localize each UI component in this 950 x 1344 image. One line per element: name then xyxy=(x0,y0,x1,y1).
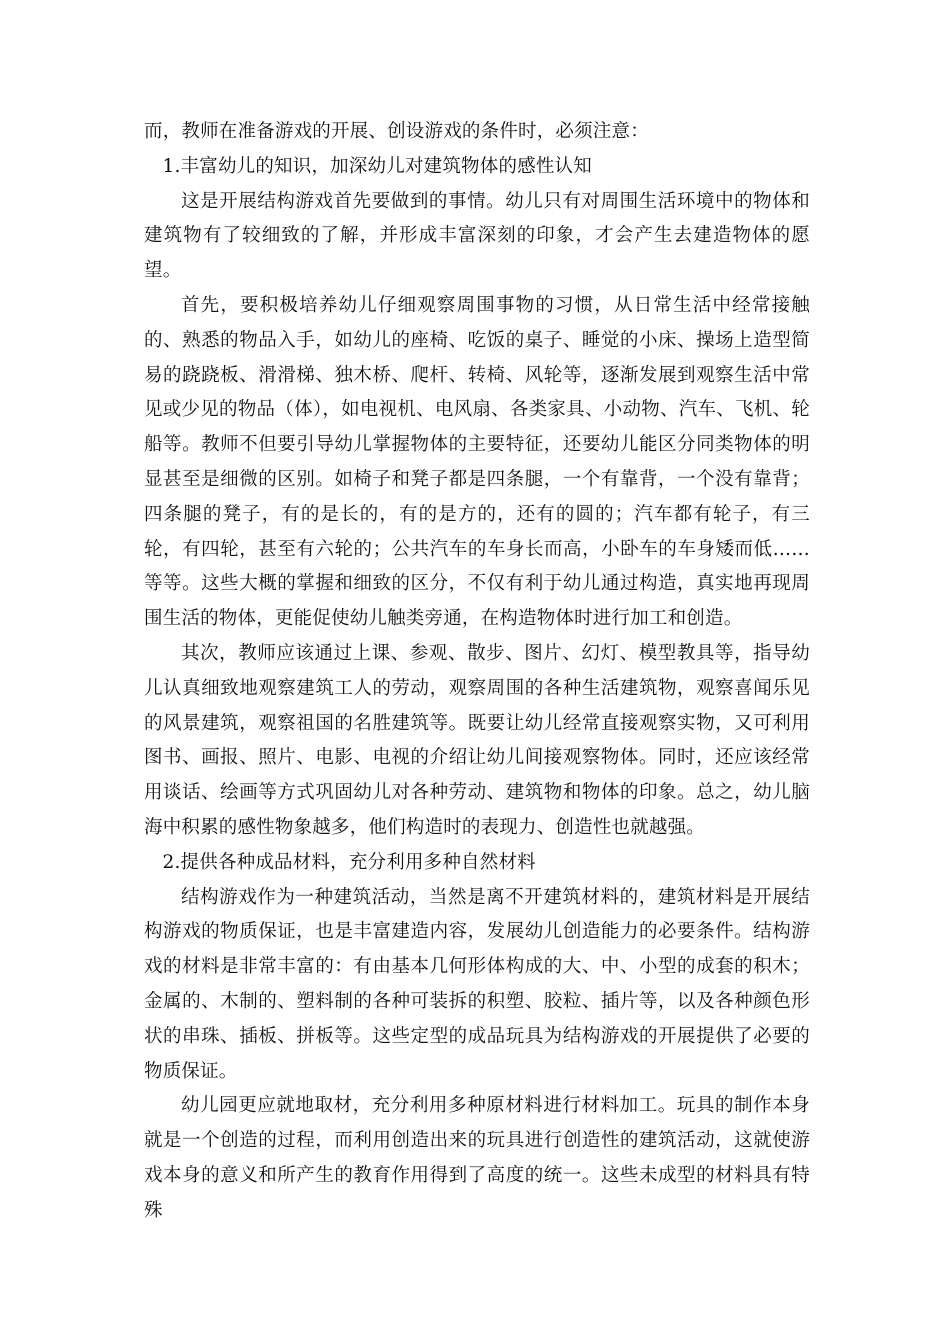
paragraph-intro: 而，教师在准备游戏的开展、创设游戏的条件时，必须注意： xyxy=(144,121,649,142)
paragraph: 结构游戏作为一种建筑活动，当然是离不开建筑材料的，建筑材料是开展结构游戏的物质保证，也是丰富建造内容，发展幼儿创造能力的必要条件。结构游戏的材料是非常丰富的：有由基本几何形体构成的大、中、小型的成套的积木；金属的、木制的、塑料制的各种可装拆的积塑、胶粒、插片等，以及各种颜色形状的串珠、插板、拼板等。这些定型的成品玩具为结构游戏的开展提供了必要的物质保证。 xyxy=(144,886,810,1082)
section-heading-2: 2.提供各种成品材料，充分利用多种自然材料 xyxy=(162,851,536,873)
paragraph: 幼儿园更应就地取材，充分利用多种原材料进行材料加工。玩具的制作本身就是一个创造的过程，而利用创造出来的玩具进行创造性的建筑活动，这就使游戏本身的意义和所产生的教育作用得到了高度的统一。这些未成型的材料具有特殊 xyxy=(144,1095,810,1221)
paragraph: 其次，教师应该通过上课、参观、散步、图片、幻灯、模型教具等，指导幼儿认真细致地观察建筑工人的劳动，观察周围的各种生活建筑物，观察喜闻乐见的风景建筑，观察祖国的名胜建筑等。既要让幼儿经常直接观察实物，又可利用图书、画报、照片、电影、电视的介绍让幼儿间接观察物体。同时，还应该经常用谈话、绘画等方式巩固幼儿对各种劳动、建筑物和物体的印象。总之，幼儿脑海中积累的感性物象越多，他们构造时的表现力、创造性也就越强。 xyxy=(144,642,810,838)
paragraph: 这是开展结构游戏首先要做到的事情。幼儿只有对周围生活环境中的物体和建筑物有了较细致的了解，并形成丰富深刻的印象，才会产生去建造物体的愿望。 xyxy=(144,190,810,282)
paragraph: 首先，要积极培养幼儿仔细观察周围事物的习惯，从日常生活中经常接触的、熟悉的物品入手，如幼儿的座椅、吃饭的桌子、睡觉的小床、操场上造型简易的跷跷板、滑滑梯、独木桥、爬杆、转椅、风轮等，逐渐发展到观察生活中常见或少见的物品（体），如电视机、电风扇、各类家具、小动物、汽车、飞机、轮船等。教师不但要引导幼儿掌握物体的主要特征，还要幼儿能区分同类物体的明显甚至是细微的区别。如椅子和凳子都是四条腿，一个有靠背，一个没有靠背；四条腿的凳子，有的是长的，有的是方的，还有的圆的；汽车都有轮子，有三轮，有四轮，甚至有六轮的；公共汽车的车身长而高，小卧车的车身矮而低……等等。这些大概的掌握和细致的区分，不仅有利于幼儿通过构造，真实地再现周围生活的物体，更能促使幼儿触类旁通，在构造物体时进行加工和创造。 xyxy=(144,294,810,630)
document-body xyxy=(144,115,810,1229)
section-heading-1: 1.丰富幼儿的知识，加深幼儿对建筑物体的感性认知 xyxy=(162,155,592,177)
